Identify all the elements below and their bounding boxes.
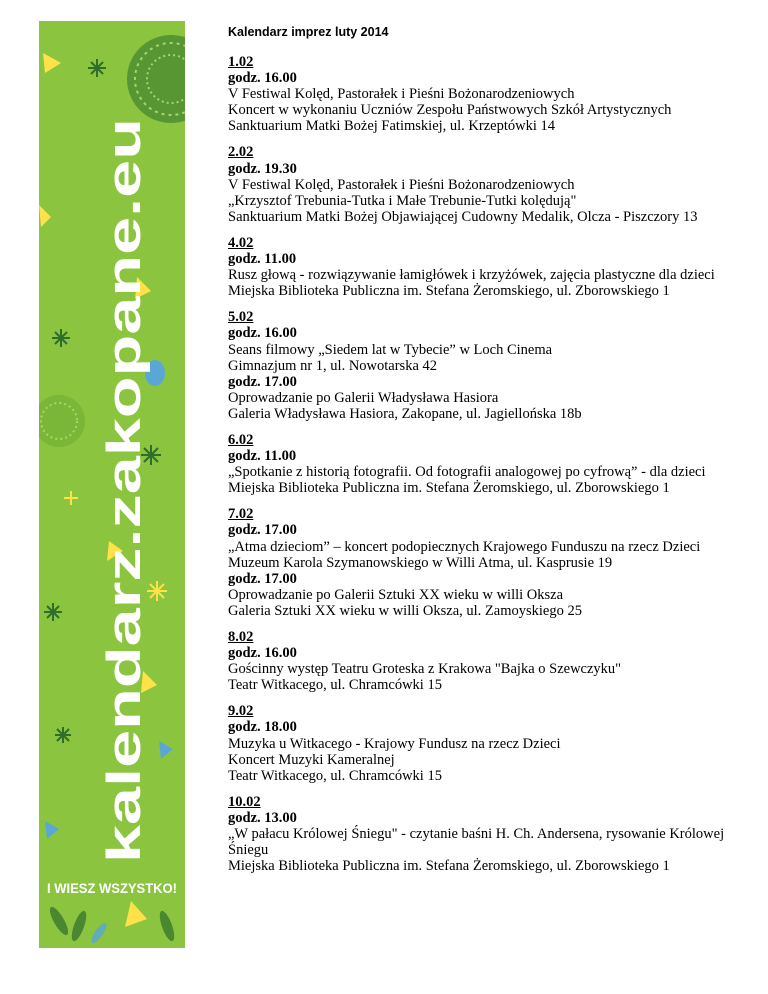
- event-time: godz. 17.00: [228, 570, 297, 587]
- triangle-icon: [39, 205, 51, 227]
- event-date: 8.02: [228, 629, 254, 645]
- brand-text: kalendarz.zakopane.eu: [97, 351, 150, 863]
- event-detail: Muzeum Karola Szymanowskiego w Willi Atma, ul. Kasprusie 19: [228, 554, 613, 571]
- event-detail: V Festiwal Kolęd, Pastorałek i Pieśni Bożonarodzeniowych: [228, 86, 575, 103]
- event-list: [228, 54, 748, 874]
- document: [228, 24, 748, 884]
- event-day: [228, 235, 748, 299]
- event-day: [228, 703, 748, 783]
- event-time: godz. 16.00: [228, 645, 297, 662]
- event-day: [228, 54, 748, 134]
- star-icon: [147, 581, 167, 601]
- side-banner: [39, 21, 185, 948]
- event-detail: Galeria Władysława Hasiora, Zakopane, ul. Jagiellońska 18b: [228, 405, 582, 422]
- event-detail: V Festiwal Kolęd, Pastorałek i Pieśni Bożonarodzeniowych: [228, 176, 575, 193]
- event-day: [228, 794, 748, 874]
- event-day: [228, 506, 748, 619]
- event-time: godz. 11.00: [228, 448, 297, 465]
- event-time: godz. 16.00: [228, 70, 297, 87]
- star-icon: [55, 727, 71, 743]
- event-detail: Miejska Biblioteka Publiczna im. Stefana Żeromskiego, ul. Zborowskiego 1: [228, 283, 670, 300]
- event-day: [228, 309, 748, 422]
- event-date: 4.02: [228, 234, 254, 251]
- event-day: [228, 144, 748, 224]
- event-detail: Sanktuarium Matki Bożej Fatimskiej, ul. Krzeptówki 14: [228, 118, 556, 135]
- triangle-icon: [159, 741, 173, 759]
- event-time: godz. 13.00: [228, 809, 297, 826]
- event-time: godz. 11.00: [228, 251, 297, 268]
- leaf-icon: [47, 905, 178, 943]
- decorative-circle-icon: [39, 395, 85, 447]
- star-icon: [88, 59, 106, 77]
- event-detail: Gimnazjum nr 1, ul. Nowotarska 42: [228, 357, 438, 374]
- star-icon: [64, 491, 78, 505]
- star-icon: [52, 329, 70, 347]
- event-date: 2.02: [228, 144, 254, 161]
- event-detail: Seans filmowy „Siedem lat w Tybecie” w Loch Cinema: [228, 341, 553, 358]
- event-time: godz. 18.00: [228, 719, 297, 736]
- event-day: [228, 432, 748, 496]
- triangle-icon: [45, 821, 59, 839]
- event-detail: Miejska Biblioteka Publiczna im. Stefana Żeromskiego, ul. Zborowskiego 1: [228, 480, 670, 497]
- event-detail: Sanktuarium Matki Bożej Objawiającej Cudowny Medalik, Olcza - Piszczory 13: [228, 208, 698, 225]
- event-detail: Koncert Muzyki Kameralnej: [228, 751, 395, 768]
- event-time: godz. 17.00: [228, 522, 297, 539]
- event-detail: Teatr Witkacego, ul. Chramcówki 15: [228, 767, 442, 784]
- event-detail: Gościnny występ Teatru Groteska z Krakowa "Bajka o Szewczyku": [228, 661, 622, 678]
- event-detail: Galeria Sztuki XX wieku w willi Oksza, ul. Zamoyskiego 25: [228, 602, 582, 619]
- event-detail: Koncert w wykonaniu Uczniów Zespołu Państwowych Szkół Artystycznych: [228, 102, 672, 119]
- leaf-icon: [89, 921, 109, 945]
- event-date: 9.02: [228, 703, 254, 720]
- event-detail: Oprowadzanie po Galerii Władysława Hasiora: [228, 389, 499, 406]
- event-detail: „Atma dzieciom” – koncert podopiecznych Krajowego Funduszu na rzecz Dzieci: [228, 538, 701, 555]
- star-icon: [44, 603, 62, 621]
- event-time: godz. 19.30: [228, 160, 297, 177]
- event-date: 6.02: [228, 431, 254, 448]
- event-date: 5.02: [228, 309, 254, 326]
- slogan-text: I WIESZ WSZYSTKO!: [47, 880, 177, 896]
- event-detail: Rusz głową - rozwiązywanie łamigłówek i krzyżówek, zajęcia plastyczne dla dzieci: [228, 267, 715, 284]
- triangle-icon: [43, 53, 61, 73]
- event-date: 7.02: [228, 506, 254, 523]
- triangle-icon: [125, 901, 147, 927]
- event-detail: „Spotkanie z historią fotografii. Od fotografii analogowej po cyfrową” - dla dzieci: [228, 464, 706, 481]
- banner-artwork: [39, 21, 185, 948]
- event-time: godz. 16.00: [228, 325, 297, 342]
- event-detail: „W pałacu Królowej Śniegu" - czytanie baśni H. Ch. Andersena, rysowanie Królowej Śniegu: [228, 826, 725, 859]
- event-detail: Oprowadzanie po Galerii Sztuki XX wieku w willi Oksza: [228, 586, 564, 603]
- event-detail: „Krzysztof Trebunia-Tutka i Małe Trebunie-Tutki kolędują": [228, 192, 577, 209]
- event-time: godz. 17.00: [228, 373, 297, 390]
- event-date: 1.02: [228, 54, 254, 70]
- event-date: 10.02: [228, 793, 261, 810]
- event-day: [228, 629, 748, 693]
- document-title: Kalendarz imprez luty 2014: [228, 25, 389, 39]
- event-detail: Muzyka u Witkacego - Krajowy Fundusz na rzecz Dzieci: [228, 735, 561, 752]
- event-detail: Miejska Biblioteka Publiczna im. Stefana Żeromskiego, ul. Zborowskiego 1: [228, 858, 670, 875]
- event-detail: Teatr Witkacego, ul. Chramcówki 15: [228, 677, 442, 694]
- decorative-circle-icon: [127, 35, 185, 123]
